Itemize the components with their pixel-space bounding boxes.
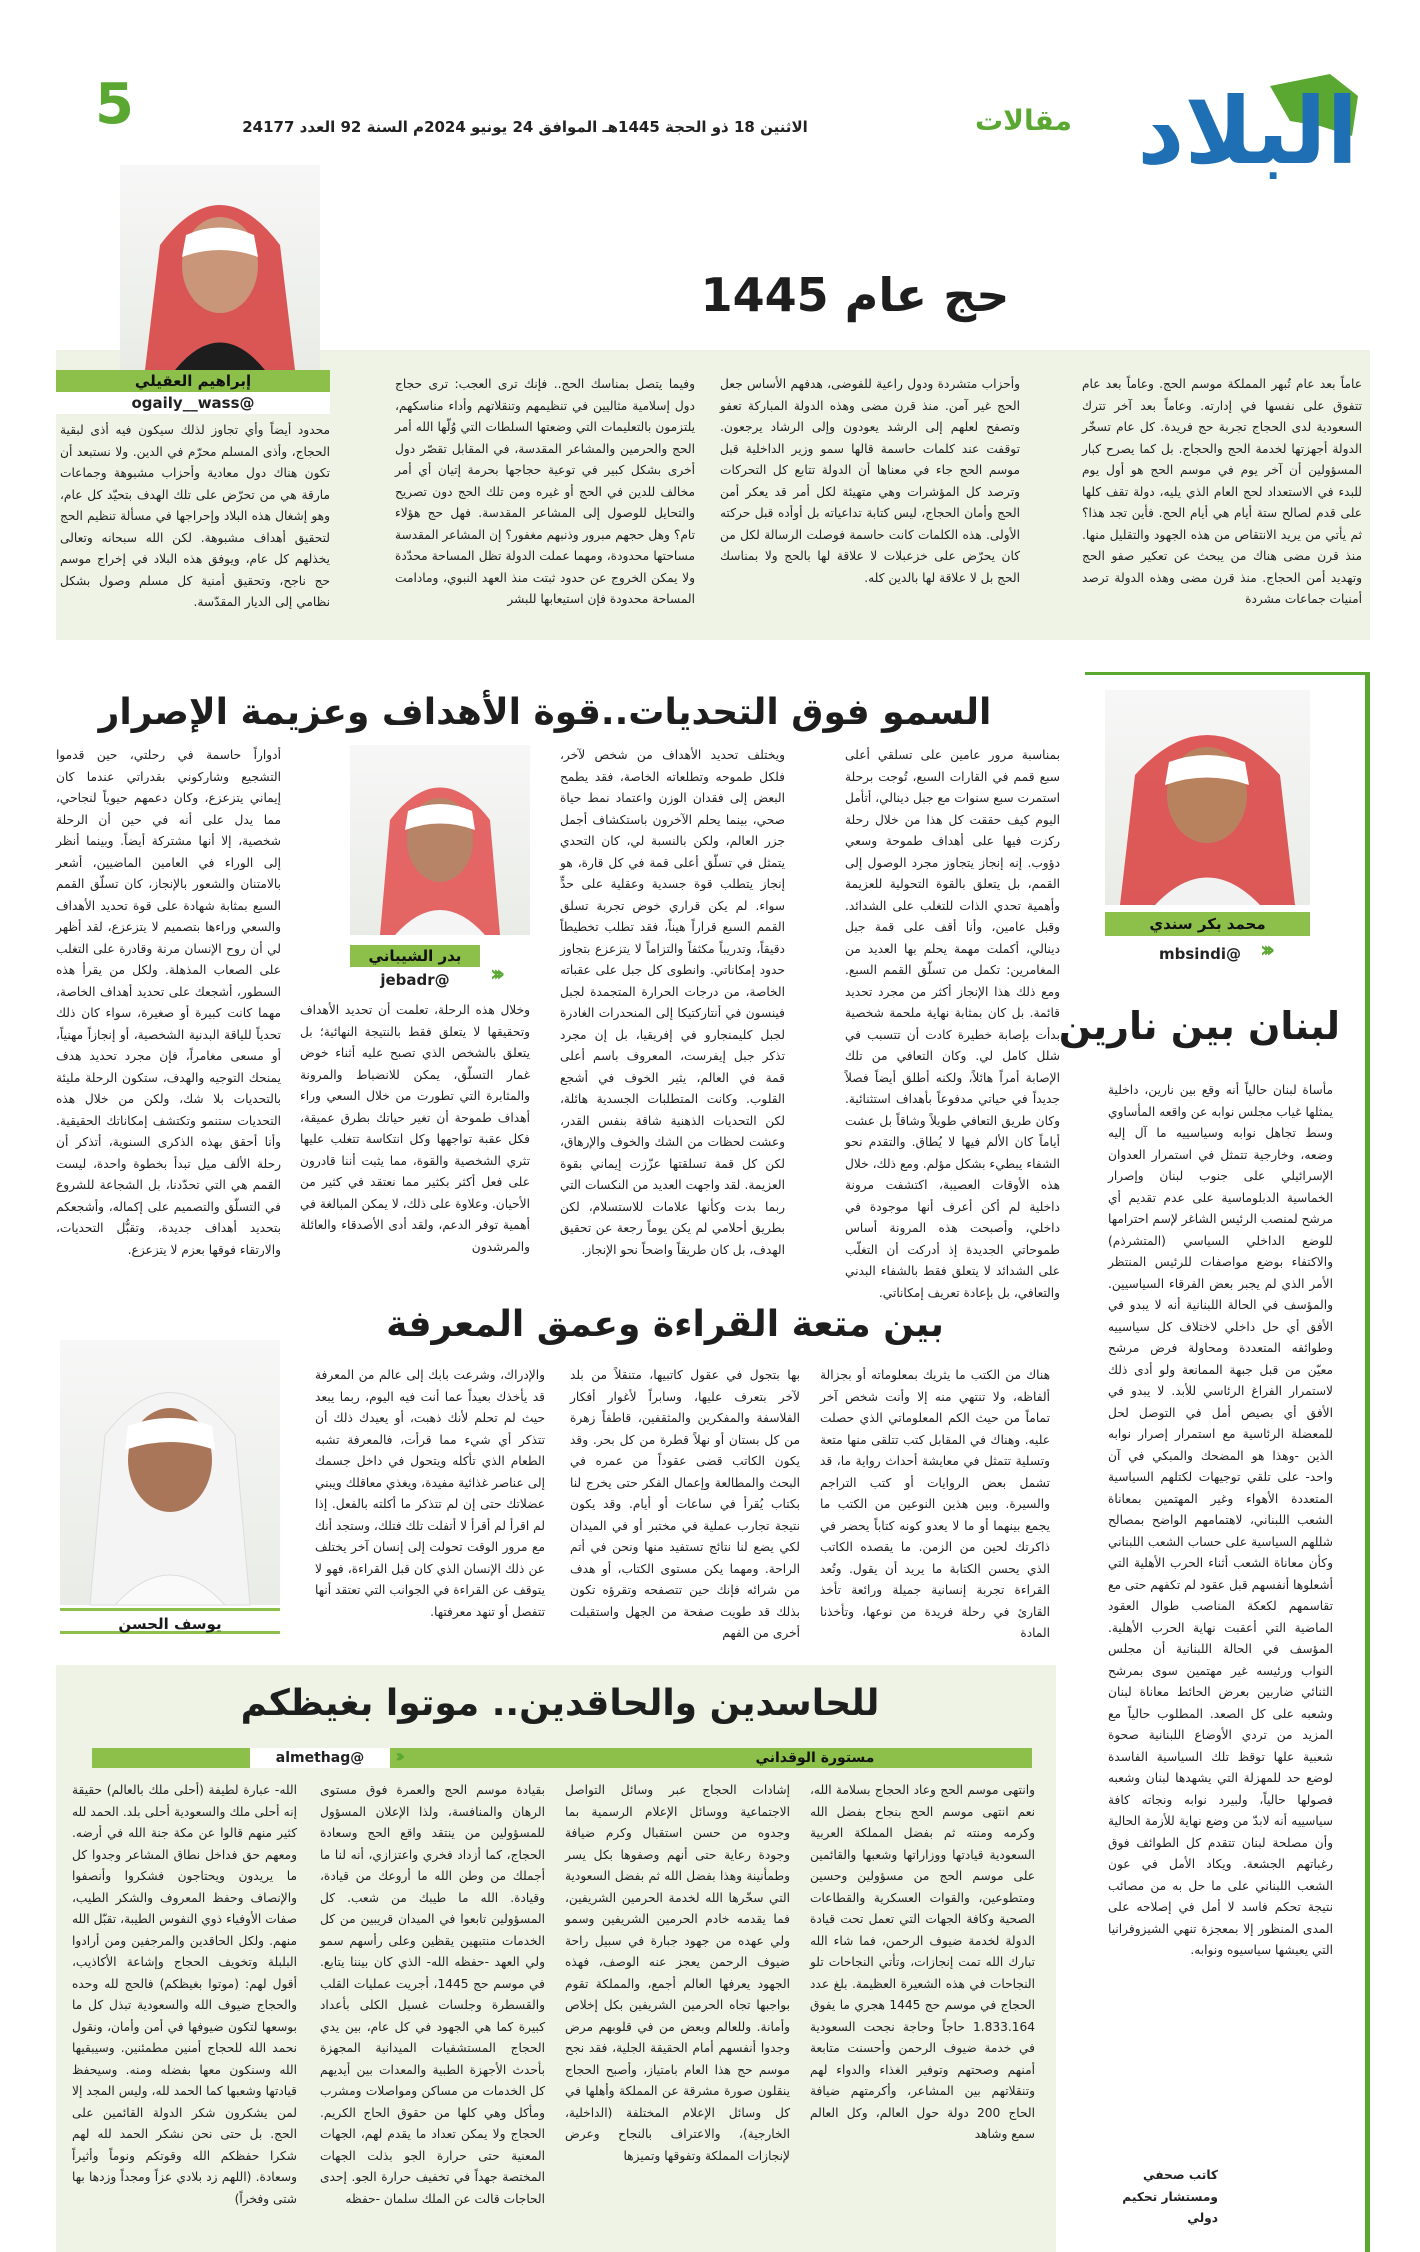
- article-envy-title: للحاسدين والحاقدين.. موتوا بغيظكم: [240, 1683, 880, 1724]
- article-envy-col-1: وانتهى موسم الحج وعاد الحجاج بسلامة الله، نعم انتهى موسم الحج بنجاح بفضل الله وكرمه ومنته ثم بفضل المملكة العربية السعودية قيادتها ووزاراتها وشعبها والقائمين على موسم الحج من مسؤولين وحسين ومتطوعين، والقوات العسكرية والقطاعات الصحية وكافة الجهات التي تعمل تحت قيادة الدولة لخدمة ضيوف الرحمن، فما شاء الله تبارك الله تمت إنجازات، وتأتي النجاحات تلو النجاحات في هذه الشعيرة العظيمة. بلغ عدد الحجاج في موسم حج 1445 هجري ما يفوق 1.833.164 حاجاً وحاجة نجحت السعودية في خدمة ضيوف الرحمن وأحسنت متابعة أمنهم وصحتهم وتوفير الغذاء والدواء لهم وتنقلاتهم بين المشاعر، وأكرمتهم ضيافة الحاج 200 دولة حول العالم، وكل العالم سمع وشاهد: [810, 1783, 1035, 2141]
- logo-text: البلاد: [1137, 78, 1358, 185]
- article-envy-rule: [92, 1748, 1032, 1768]
- article-reading-col-3: والإدراك، وشرعت بابك إلى عالم من المعرفة قد يأخذك بعيداً عما أنت فيه اليوم، ربما يبعد حيث لم تحلم لأنك ذهبت، أو يعيدك ذلك أن تتذكر أي شيء مما قرأت، فالمعرفة تشبه الطعام الذي تأكله ويتحول في داخل جسمك إلى عناصر غذائية مفيدة، ويغذي معاقلك ويبني عضلاتك حتى إن لم تتذكر ما أكلته بالفعل. إذا لم اقرأ لم أقرأ لا أتفلت تلك فتلك، وستجد أنك مع مرور الوقت تحولت إلى إنسان آخر يختلف عن ذلك الإنسان الذي كان قبل القراءة، فهو لا يتوقف عن القراءة في الجوانب التي تعتقد أنها تتفصل أو تنهد معرفتها.: [315, 1368, 545, 1619]
- portrait-icon: [350, 745, 530, 935]
- dateline: الاثنين 18 ذو الحجة 1445هـ الموافق 24 يونيو 2024م السنة 92 العدد 24177: [242, 118, 808, 136]
- author-handle-jebadr: @jebadr: [380, 971, 450, 989]
- article-envy-col-2: إشادات الحجاج عبر وسائل التواصل الاجتماعية ووسائل الإعلام الرسمية بما وجدوه من حسن استقبال وكرم ضيافة وجودة رعاية حتى أنهم وصفوها بكل يسر وطمأنينة وهذا بفضل الله ثم بفضل السعودية التي سخّرها الله لخدمة الحرمين الشريفين، فما يقدمه خادم الحرمين الشريفين وسمو ولي عهده من جهود جبارة في سبيل راحة ضيوف الرحمن يعجز عنه الوصف، فهذه الجهود يعرفها العالم أجمع، والمملكة تقوم بواجبها تجاه الحرمين الشريفين بكل إخلاص وأمانة. وللعالم وبعض من في قلوبهم مرض وجدوا أنفسهم أمام الحقيقة الجلية، فقد نجح موسم حج هذا العام بامتياز، وأصبح الحجاج ينقلون صورة مشرقة عن المملكة وأهلها في كل وسائل الإعلام المختلفة (الداخلية، الخارجية)، والاعتراف بالنجاح وعرض لإنجازات المملكة وتفوقها وتميزها: [565, 1783, 790, 2163]
- page-number: 5: [95, 72, 134, 137]
- author-name-alhasan: يوسف الحسن: [60, 1608, 280, 1634]
- article-hajj-title: حج عام 1445: [700, 268, 1010, 322]
- author-name-almethag: مستورة الوقداني: [755, 1750, 875, 1766]
- logo: [1120, 66, 1370, 196]
- author-name-jebadr: بدر الشيباني: [350, 945, 480, 967]
- section-label: مقالات: [975, 104, 1072, 137]
- article-summit-col-3: وخلال هذه الرحلة، تعلمت أن تحديد الأهداف وتحقيقها لا يتعلق فقط بالنتيجة النهائية؛ بل يتعلق بالشخص الذي تصبح عليه أثناء خوض غمار التسلّق، يمكن للانضباط والمرونة والمثابرة التي تطورت من خلال السعي وراء أهداف طموحة أن تغير حياتك بطرق عميقة، فكل عقبة تواجهها وكل انتكاسة تتغلب عليها تثري الشخصية والقوة، مما يثبت أننا قادرون على فعل أكثر بكثير مما نعتقد في كثير من الأحيان. وعلاوة على ذلك، لا يمكن المبالغة في أهمية توفر الدعم، ولقد أدى الأصدقاء والعائلة والمرشدون: [300, 1003, 530, 1254]
- author-photo-mbsindi: [1105, 690, 1310, 905]
- author-photo-jebadr: [350, 745, 530, 935]
- author-name-ogaily: إبراهيم العقيلي: [56, 370, 330, 392]
- article-hajj-col-1: عاماً بعد عام تُبهر المملكة موسم الحج. وعاماً بعد عام تتفوق على نفسها في إدارته. وعاماً بعد آخر تترك السعودية لدى الحجاج تجربة حج فريدة. كل عام تسخّر الدولة أجهزتها لخدمة الحج والحجاج. بل كما يصرح كبار المسؤولين أن آخر يوم في موسم الحج هو أول يوم للبدء في الاستعداد لحج العام الذي يليه، دولة تقف كلها على قدم لصالح ستة أيام هي أيام الحج. فأين تجد هذا؟ ثم يأتي من يريد الانتقاص من هذه الجهود والتقليل منها. منذ قرن مضى هناك من يبحث عن تعكير صفو الحج وتهديد أمن الحجاج. منذ قرن مضى وهذه الدولة ترصد أمنيات جماعات مشردة: [1082, 377, 1362, 606]
- author-name-mbsindi: محمد بكر سندي: [1105, 912, 1310, 936]
- author-photo-alhasan: [60, 1340, 280, 1605]
- chevron-decoration-icon: ‹‹‹: [1260, 938, 1270, 963]
- article-lebanon-title: لبنان بين نارين: [1058, 1004, 1340, 1048]
- article-summit-col-4: أدواراً حاسمة في رحلتي، حين قدموا التشجيع وشاركوني بقدراتي عندما كان إيماني يتزعزع، وكان دعمهم حيوياً لنجاحي، مما يدل على أنه في حين أن الرحلة شخصية، إلا أنها مشتركة أيضاً. وبينما أنظر إلى الوراء في العامين الماضيين، أشعر بالامتنان والشعور بالإنجاز، كان تسلّق القمم السبع بمثابة شهادة على قوة تحديد الأهداف والسعي وراءها بتصميم لا يتزعزع، لقد أظهر لي أن روح الإنسان مرنة وقادرة على التغلب على الصعاب المذهلة. ولكل من يقرأ هذه السطور، أشجعك على تحديد أهداف الخاصة، مهما كانت كبيرة أو صغيرة، سواء كان ذلك تحدياً للياقة البدنية الشخصية، أو إنجازاً مهنياً، أو مسعى مغامراً، فإن مجرد تحديد هدف يمنحك التوجيه والهدف، ستكون الرحلة مليئة بالتحديات بلا شك، ولكن من خلال هذه التحديات ستنمو وتكتشف إمكاناتك الحقيقية. وأنا أحقق بهذه الذكرى السنوية، أتذكر أن رحلة الألف ميل تبدأ بخطوة واحدة، ليست القمم هي التي تحدّدنا، بل الشجاعة للشروع في التسلّق والتصميم على إكماله، وأشجعكم بتحديد أهداف جديدة، وتقبُّل التحديات، والارتقاء فوقها بعزم لا يتزعزع.: [56, 748, 281, 1257]
- portrait-icon: [120, 165, 320, 370]
- article-reading-col-1: هناك من الكتب ما يثريك بمعلوماته أو بجزالة ألفاظه، ولا تنتهي منه إلا وأنت شخص آخر تماماً من حيث الكم المعلوماتي الذي حصلت عليه. وهناك في المقابل كتب تتلقى منها متعة وتسلية تتمثل في معايشة أحداث رواية ما، قد تشمل بعض الروايات أو كتب التراجم والسيرة. وبين هذين النوعين من الكتب ما يجمع بينهما أو ما لا يعدو كونه كتاباً يحضر في ذاكرتك لحين من الزمن. ما يقصده الكاتب الذي يحسن الكتابة ما يريد أن يقول. وتُعد القراءة تجربة إنسانية جميلة ورائعة تأخذ القارئ في رحلة فريدة من نوعها، وتأخذنا المادة: [820, 1368, 1050, 1640]
- author-handle-ogaily: @ogaily__wass: [56, 392, 330, 414]
- article-lebanon-signoff: كاتب صحفي ومستشار تحكيم دولي: [1122, 2168, 1218, 2225]
- portrait-icon: [1105, 690, 1310, 905]
- article-summit-title: السمو فوق التحديات..قوة الأهداف وعزيمة الإصرار: [98, 692, 992, 733]
- chevron-decoration-icon: ‹‹‹: [395, 1746, 400, 1767]
- author-handle-mbsindi: @mbsindi: [1159, 945, 1241, 963]
- article-reading-title: بين متعة القراءة وعمق المعرفة: [386, 1304, 944, 1345]
- article-envy-col-4: الله- عبارة لطيفة (أحلى ملك بالعالم) حقيقة إنه أحلى ملك والسعودية أحلى بلد. الحمد لله كثير منهم قالوا عن مكة جنة الله في أرضه. ومعهم حق فداخل نطاق المشاعر وجدوا كل ما يريدون ويحتاجون فشكروا وأنصفوا والإنصاف وحفظ المعروف والشكر الطيب، صفات الأوفياء ذوي النفوس الطيبة، تقبّل الله منهم. ولكل الحاقدين والمرجفين ومن أرادوا البلبلة وتخويف الحجاج وإشاعة الأكاذيب، أقول لهم: (موتوا بغيظكم) فالحج لله وحده والحجاج ضيوف الله والسعودية تبذل كل ما بوسعها لتكون ضيوفها في أمن وأمان، ونقول نحمد الله للحجاج أمنين مطمئنين. وسيبقيها الله وسنكون معها بفضله ومنه. وسيحفظ قيادتها وشعبها كما الحمد لله، وليس المجد إلا لمن يشكرون شكر الدولة القائمين على الحج. بل حتى نحن نشكر الحمد لله لهم شكرا حفظكم الله وقوتكم ونوماً وأثيراً وسعادة. (اللهم زد بلادي عزاً ومجداً وزدها بها شتى وفخراً): [72, 1783, 297, 2206]
- article-lebanon-body: مأساة لبنان حالياً أنه وقع بين نارين، داخلية يمثلها غياب مجلس نوابه عن واقعه المأساوي وسط تجاهل نوابه وسياسييه ما آل إليه وضعه، وخارجية تتمثل في استمرار العدوان الإسرائيلي على جنوب لبنان وإصرار الخماسية الدبلوماسية على عدم تقديم أي مرشح لمنصب الرئيس الشاغر لإسم احترامها للوضع الداخلي السياسي (المتشرذم) والاكتفاء بوضع مواصفات للرئيس المنتظر الأمر الذي لم يجبر بعض الفرقاء السياسيين. والمؤسف في الحالة اللبنانية أنه لا يبدو في الأفق أي حل داخلي لاختلاف كل سياسييه وطوائفه المتعددة ومحاولة فرض مرشح معيّن من قبل جبهة الممانعة ولو أدى ذلك لاستمرار الفراغ الرئاسي للأبد. لا يبدو في الأفق أي بصيص أمل في التوصل لحل للمعضلة الرئاسية مع استمرار إصرار نوابه الذين -وهذا هو المضحك والمبكي في آن واحد- على تلقي توجيهات لكتلهم السياسية المتعددة الأهواء وغير المهتمين بمعاناة الشعب اللبناني، لاهتمامهم الواضح بمصالح شللهم السياسية على حساب الشعب اللبناني وكأن معاناة الشعب أثناء الحرب الأهلية التي أشعلوها أنفسهم قبل عقود لم تكفهم حتى مع تقاسمهم لكعكة المناصب طوال العقود الماضية التي أعقبت نهاية الحرب الأهلية. المؤسف في الحالة اللبنانية أن مجلس النواب ورئيسه غير مهتمين سوى بمرشح الثنائي ضاربين بعرض الحائط معاناة لبنان وشعبه على كل الصعد. المطلوب حالياً مع المزيد من تردي الأوضاع اللبنانية صحوة شعبية علها توقظ تلك السياسية الفاسدة لوضع حد للمهزلة التي يشهدها لبنان وشعبه فصولها حالياً، ولبيرد نوابه ونجاته كافة سياسييه أنه لابدّ من وضع نهاية للأزمة الحالية وأن مصلحة لبنان تتقدم كل الطوائف فوق رغباتهم الجشعة. ويكاد الأمل في عون الشعب اللبناني على ما حل به من مصائب نتيجة تحكم فاسد لا أمل في إصلاحه على المدى المنظور إلا بمعجزة تنهي الشيزوفرانيا التي يعيشها سياسيوه ونوابه.: [1108, 1083, 1333, 1957]
- author-handle-almethag: @almethag: [250, 1748, 390, 1768]
- author-photo-ogaily: [120, 165, 320, 370]
- article-envy-col-3: بقيادة موسم الحج والعمرة فوق مستوى الرهان والمنافسة، ولذا الإعلان المسؤول للمسؤولين من ينتقد واقع الحج وسعادة الحجاج، كما أزداد فخري واعتزازي، أنه لنا ما أجملك من وطن الله ما أروعك من قيادة، وقيادة. الله ما طيبك من شعب. كل المسؤولين تابعوا في الميدان قريبين من كل الخدمات منتبهين يقظين وعلى رأسهم سمو ولي العهد -حفظه الله- الذي كان بيننا يتابع. في موسم حج 1445، أجريت عمليات القلب والقسطرة وجلسات غسيل الكلى بأعداد كبيرة كما هي الجهود في كل عام، بين يدي الحجاج المستشفيات الميدانية المجهزة بأحدث الأجهزة الطبية والمعدات بين أيديهم كل الخدمات من مساكن ومواصلات ومشرب ومأكل وهي كلها من حقوق الحاج الكريم. الحجاج ولا يمكن تعداد ما يقدم لهم، الجهات المعنية حتى حرارة الجو بذلت الجهات المختصة جهداً في تخفيف حرارة الجو. إحدى الحاجات قالت عن الملك سلمان -حفظه: [320, 1783, 546, 2206]
- article-hajj-col-3: وفيما يتصل بمناسك الحج.. فإنك ترى العجب: ترى حجاج دول إسلامية مثاليين في تنظيمهم وتنقلاتهم وأداء مناسكهم، يلتزمون بالتعليمات التي وضعتها السلطات التي وُلّها الله أمر الحج والحرمين والمشاعر المقدسة، في المقابل تقصّر دول أخرى بشكل كبير في توعية حجاجها بحرمة إتيان أي أمر مخالف للدين في الحج أو غيره ومن تلك الحج دون تصريح والتحايل للوصول إلى المشاعر المقدسة. فهل حج هؤلاء تام؟ وهل حجهم مبرور وذنبهم مغفور؟ إن المشاعر المقدسة مساحتها محدودة، ومهما عملت الدولة تظل المساحة محدّدة ولا يمكن الخروج عن حدود ثبتت منذ العهد النبوي، ومادامت المساحة محدودة فإن استيعابها للبشر: [395, 377, 695, 606]
- chevron-decoration-icon: ‹‹‹: [490, 962, 500, 987]
- article-reading-col-2: بها بتجول في عقول كاتبيها، متنقلاً من بلد لآخر بتعرف عليها، وسابراً لأغوار أفكار الفلاسفة والمفكرين والمثقفين، قاطفاً زهرة من كل بستان أو نهلاً قطرة من كل بحر. وقد يكون الكاتب قضى عقوداً من عمره في البحث والمطالعة وإعمال الفكر حتى يخرج لنا بكتاب يُقرأ في ساعات أو أيام. وقد يكون نتيجة تجارب عملية في مختبر أو في الميدان لكي يضع لنا نتائج تستفيد منها ونحن في أتم الراحة. ومهما يكن مستوى الكتاب، أو هدف من شرائه فإنك حين تتصفحه وتقرؤه تكون بذلك قد طويت صفحة من الجهل واستقبلت أخرى من الفهم: [570, 1368, 800, 1640]
- portrait-icon: [60, 1340, 280, 1605]
- article-hajj-col-4: محدود أيضاً وأي تجاوز لذلك سيكون فيه أذى لبقية الحجاج، وأذى المسلم محرّم في الدين. ولا نستبعد أن تكون هناك دول معادية وأحزاب مشبوهة وجماعات مارقة هي من تحرّض على تلك الهدف بتحيّد كل عام، وهو إشغال هذه البلاد وإحراجها في مسألة تنظيم الحج لتحقيق أهداف مشبوهة. لكن الله سبحانه وتعالى يخذلهم كل عام، ويوفق هذه البلاد في إخراج موسم حج ناجح، وتحقيق أمنية كل مسلم وصول بشكل نظامي إلى الديار المقدّسة.: [60, 423, 330, 609]
- article-hajj-col-2: وأحزاب متشردة ودول راعية للفوضى، هدفهم الأساس جعل الحج غير آمن. منذ قرن مضى وهذه الدولة المباركة تعفو وتصفح لعلهم إلى الرشد يعودون وإلى الرشاد يرجعون. توقفت عند كلمات حاسمة قالها سمو وزير الداخلية قبل موسم الحج جاء في معناها أن الدولة تتابع كل التحركات وترصد كل المؤشرات وهي متهيئة لكل أمر قد يعكر أمن الحج وأمان الحجاج، ليس كتابة تداعياته بل أوأده قبل حركته الأولى. هذه الكلمات كانت حاسمة فوصلت الرسالة لكل من كان يحرّض على خزعبلات لا علاقة لها بالحج ولا بمناسك الحج بل لا علاقة لها بالدين كله.: [720, 377, 1020, 585]
- article-summit-col-1: بمناسبة مرور عامين على تسلقي أعلى سبع قمم في القارات السبع، تُوجت برحلة استمرت سبع سنوات مع جبل دينالي، أتأمل اليوم كيف حققت كل هذا من خلال رحلة ركزت فيها على أهداف طموحة وسعي دؤوب. إنه إنجاز يتجاوز مجرد الوصول إلى القمم، بل يتعلق بالقوة التحولية للعزيمة وأهمية تحدي الذات للتغلب على الشدائد. وقبل عامين، وأنا أقف على قمة جبل دينالي، أكملت مهمة يحلم بها العديد من المغامرين: تكمل من تسلّق القمم السبع. ومع ذلك هذا الإنجاز أكثر من مجرد تحديد قائمة. بل كان بمثابة نهاية ملحمة شخصية بدأت بإصابة خطيرة كادت أن تتسبب في شلل كامل لي. وكان التعافي من تلك الإصابة أمراً هائلاً، ولكنه أطلق أيضاً فصلاً جديداً في حياتي مدفوعاً بأهداف استثنائية. وكان طريق التعافي طويلاً وشاقاً بل عشت أياماً كان الألم فيها لا يُطاق. والتقدم نحو الشفاء يبطيء بشكل مؤلم. ومع ذلك، خلال هذه الأوقات العصيبة، اكتشفت مرونة داخلية لم أكن أعرف أنها موجودة في داخلي، وأصبحت هذه المرونة أساس طموحاتي الجديدة إذ أدركت أن التغلّب على الشدائد لا يتعلق فقط بالشفاء البدني والتعافي، بل بإعادة تعريف إمكاناتي.: [845, 748, 1060, 1300]
- masthead: [0, 0, 1420, 185]
- article-summit-col-2: ويختلف تحديد الأهداف من شخص لآخر، فلكل طموحه وتطلعاته الخاصة، فقد يطمح البعض إلى فقدان الوزن واعتماد نمط حياة صحي، بينما يحلم الآخرون باستكشاف أجمل جزر العالم، ولكن بالنسبة لي، كان التحدي يتمثل في تسلّق أعلى قمة في كل قارة، هو إنجاز يتطلب قوة جسدية وعقلية على حدٍّ سواء. لم يكن قراري خوض تجربة تسلق القمم السبع قراراً هيناً، فقد تطلب تخطيطاً دقيقاً، وتدريباً مكثفاً والتزاماً لا يتزعزع بتجاوز حدود إمكاناتي. وانطوى كل جبل على عقباته الخاصة، من درجات الحرارة المتجمدة لجبل فينسون في أنتاركتيكا إلى المنحدرات الغادرة لجبل كليمنجارو في إفريقيا، بل إن مجرد تذكر جبل إيفرست، المعروف باسم أعلى قمة في العالم، يثير الخوف في أشجع القلوب. وكانت المتطلبات الجسدية هائلة، لكن التحديات الذهنية شاقة بنفس القدر، وعشت لحظات من الشك والخوف والإرهاق، لكن كل قمة تسلقتها عزّزت إيماني بقوة العزيمة. لقد واجهت العديد من النكسات التي ربما بدت وكأنها علامات للاستسلام، لكن بطريق أحلامي لم يكن يوماً رجعة عن تحقيق الهدف، بل كان طريقاً واضحاً نحو الإنجاز.: [560, 748, 785, 1257]
